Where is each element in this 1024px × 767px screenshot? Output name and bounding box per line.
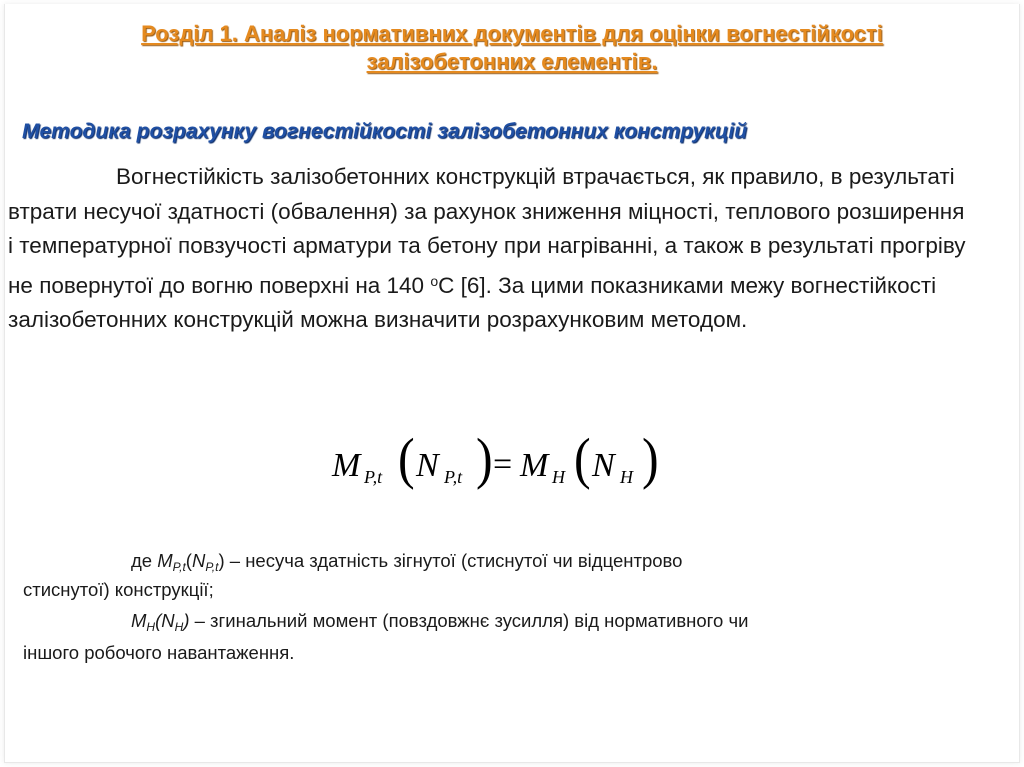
definition-2-subscript-n: H <box>174 620 184 634</box>
title-line-2: залізобетонних елементів. <box>366 49 658 74</box>
formula-n-left: N <box>416 447 439 484</box>
title-line-1: Розділ 1. Аналіз нормативних документів для оцінки вогнестійкості <box>141 21 883 46</box>
definition-1-rparen: ) <box>218 550 225 571</box>
definition-2-subscript-m: H <box>146 620 156 634</box>
definition-2-symbol-m: M <box>131 610 147 631</box>
section-subtitle: Методика розрахунку вогнестійкості залізобетонних конструкцій <box>22 120 748 143</box>
definition-2-symbol-n: N <box>161 610 175 631</box>
formula-equals: = <box>493 446 513 483</box>
formula <box>320 428 700 498</box>
definition-1-subscript-n: P,t <box>205 560 219 574</box>
definition-2-rparen: ) <box>183 610 190 631</box>
definition-2-line-1 <box>131 606 748 642</box>
formula-lparen-right: ( <box>574 428 591 491</box>
definition-1-symbol-m: M <box>157 550 173 571</box>
paragraph-text-part-1: Вогнестійкість залізобетонних конструкцій втрачається, як правило, в результаті втрати несучої здатності (обвалення) за рахунок зниження міцності, теплового розширення і температурної повзучості арматури та бетону при нагріванні, а також в результаті прогріву не повернутої до вогню поверхні на 140 <box>8 164 966 298</box>
formula-sub-pt-left: P,t <box>364 467 383 487</box>
formula-sub-pt-right: P,t <box>444 467 463 487</box>
degree-sign: о <box>430 272 439 289</box>
definition-1-subscript-m: P,t <box>172 560 186 574</box>
definition-1-symbol-n: N <box>191 550 206 571</box>
paragraph-text-part-2: С [6]. За цими показниками межу вогнестійкості залізобетонних конструкцій можна визначити розрахунковим методом. <box>8 272 937 332</box>
definition-2-lparen: ( <box>155 610 162 631</box>
formula-rparen-left: ) <box>476 428 493 491</box>
formula-sub-h-right: H <box>620 467 633 487</box>
formula-lparen-left: ( <box>398 428 415 491</box>
formula-rparen-right: ) <box>642 428 659 491</box>
definition-1-lparen: ( <box>185 550 192 571</box>
main-paragraph <box>8 160 968 338</box>
definition-2-text: – згинальний момент (повздовжнє зусилля) від нормативного чи <box>189 610 749 631</box>
formula-m-right: M <box>520 447 549 484</box>
formula-sub-h-left: H <box>552 467 565 487</box>
definition-1-text: – несуча здатність зігнутої (стиснутої чи відцентрово <box>224 550 683 571</box>
formula-n-right: N <box>592 447 615 484</box>
definition-2-line-2: іншого робочого навантаження. <box>23 642 295 663</box>
definition-1-prefix: де <box>131 550 158 571</box>
definition-1-line-2: стиснутої) конструкції; <box>23 579 214 600</box>
formula-m-left: M <box>332 447 361 484</box>
